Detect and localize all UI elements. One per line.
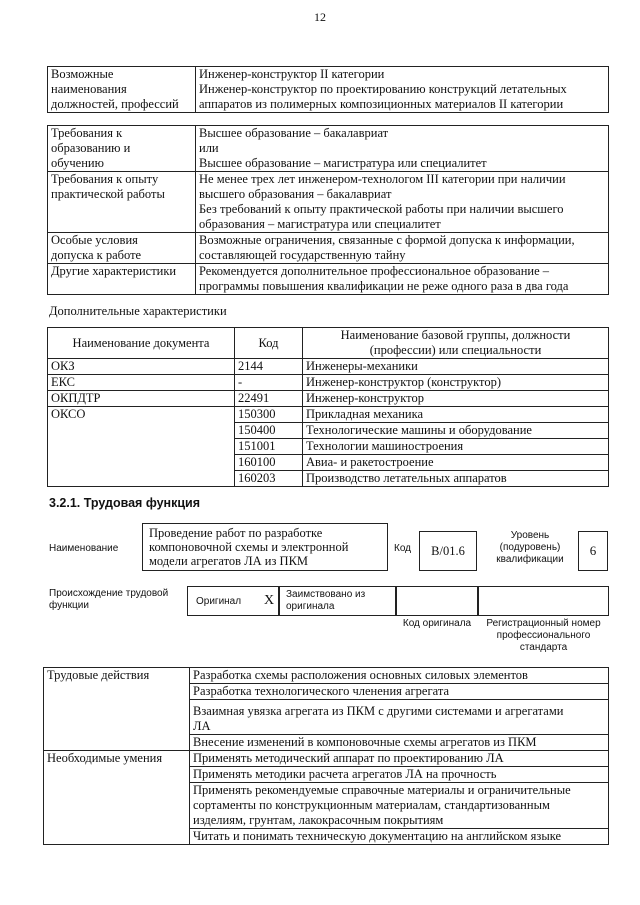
additional-title: Дополнительные характеристики (49, 304, 227, 318)
header-code: Код (235, 328, 303, 359)
additional-table (47, 327, 609, 487)
table-row (48, 391, 609, 407)
label-line: должностей, профессий (51, 97, 179, 111)
cell-code: 160203 (235, 471, 303, 487)
action-item (190, 700, 609, 735)
value-line: Инженер-конструктор по проектированию конструкций летательных (199, 82, 567, 96)
table-header-row (48, 328, 609, 359)
actions-label: Трудовые действия (44, 668, 190, 751)
row-label (48, 67, 196, 113)
level-value-box: 6 (578, 531, 608, 571)
row-value (196, 126, 609, 172)
header-doc: Наименование документа (48, 328, 235, 359)
reg-line: стандарта (519, 642, 568, 653)
skill-item (190, 767, 609, 783)
cell-name: Технологии машиностроения (303, 439, 609, 455)
value-line: образования – магистратура или специалитет (199, 217, 441, 231)
name-line: компоновочной схемы и электронной (149, 540, 349, 554)
table-row (44, 668, 609, 684)
row-label (48, 126, 196, 172)
code-value-box: B/01.6 (419, 531, 477, 571)
header-name (303, 328, 609, 359)
function-name-box (142, 523, 388, 571)
item-line: Взаимная увязка агрегата из ПКМ с другими системами и агрегатами (193, 704, 564, 718)
item-line: Разработка схемы расположения основных силовых элементов (193, 668, 528, 682)
original-mark: X (264, 593, 275, 608)
table-row (44, 751, 609, 767)
item-line: Применять методики расчета агрегатов ЛА на прочность (193, 767, 497, 781)
cell-name: Прикладная механика (303, 407, 609, 423)
item-line: Применять методический аппарат по проектированию ЛА (193, 751, 504, 765)
borrowed-line: Заимствовано из (286, 589, 366, 600)
table-row (48, 126, 609, 172)
header-line: Наименование базовой группы, должности (340, 328, 571, 342)
cell-code: 151001 (235, 439, 303, 455)
label-line: Другие характеристики (51, 264, 177, 278)
level-line: квалификации (496, 554, 564, 565)
item-line: Читать и понимать техническую документацию на английском языке (193, 829, 562, 843)
table-row (48, 233, 609, 264)
skills-label: Необходимые умения (44, 751, 190, 845)
value-line: программы повышения квалификации не реже одного раза в два года (199, 279, 569, 293)
cell-code: - (235, 375, 303, 391)
actions-skills-table (43, 667, 609, 845)
level-line: (подуровень) (499, 542, 561, 553)
name-line: модели агрегатов ЛА из ПКМ (149, 554, 309, 568)
value-line: Рекомендуется дополнительное профессиональное образование – (199, 264, 550, 278)
value-line: или (199, 141, 219, 155)
label-line: Требования к (51, 126, 123, 140)
row-value (196, 67, 609, 113)
cell-name: Инженер-конструктор (конструктор) (303, 375, 609, 391)
item-line: Разработка технологического членения агрегата (193, 684, 449, 698)
row-value (196, 264, 609, 295)
borrowed-cell (279, 586, 396, 616)
level-line: Уровень (510, 530, 550, 541)
table-row (48, 264, 609, 295)
code-label: Код (394, 543, 412, 554)
requirements-table (47, 125, 609, 295)
skill-item (190, 751, 609, 767)
original-cell (187, 586, 279, 616)
label-line: наименования (51, 82, 127, 96)
cell-code: 160100 (235, 455, 303, 471)
skill-item (190, 829, 609, 845)
name-label: Наименование (49, 543, 119, 554)
cell-doc: ОКЗ (48, 359, 235, 375)
value-line: Инженер-конструктор II категории (199, 67, 385, 81)
header-line: (профессии) или специальности (369, 343, 542, 357)
borrowed-line: оригинала (286, 601, 335, 612)
cell-doc: ОКСО (48, 407, 235, 487)
page-number: 12 (314, 10, 326, 24)
value-line: аппаратов из полимерных композиционных материалов II категории (199, 97, 564, 111)
origin-label (49, 588, 168, 612)
level-label (486, 530, 574, 566)
label-line: Особые условия (51, 233, 138, 247)
origin-line: функции (49, 600, 89, 611)
item-line: Внесение изменений в компоновочные схемы агрегатов из ПКМ (193, 735, 537, 749)
value-line: Возможные ограничения, связанные с формой допуска к информации, (199, 233, 575, 247)
cell-name: Инженер-конструктор (303, 391, 609, 407)
action-item (190, 735, 609, 751)
skill-item (190, 783, 609, 829)
reg-label (478, 618, 609, 654)
cell-code: 150300 (235, 407, 303, 423)
cell-name: Производство летательных аппаратов (303, 471, 609, 487)
value-line: высшего образования – бакалавриат (199, 187, 392, 201)
row-label (48, 264, 196, 295)
label-line: допуска к работе (51, 248, 142, 262)
item-line: ЛА (193, 719, 211, 733)
code-orig-cell (396, 586, 478, 616)
cell-doc: ОКПДТР (48, 391, 235, 407)
row-value (196, 172, 609, 233)
original-label: Оригинал (196, 596, 242, 607)
code-orig-label: Код оригинала (402, 618, 472, 629)
row-label (48, 233, 196, 264)
positions-table (47, 66, 609, 113)
reg-number-cell (478, 586, 609, 616)
name-line: Проведение работ по разработке (149, 526, 323, 540)
cell-code: 2144 (235, 359, 303, 375)
cell-doc: ЕКС (48, 375, 235, 391)
table-row (48, 172, 609, 233)
value-line: Высшее образование – магистратура или специалитет (199, 156, 487, 170)
origin-line: Происхождение трудовой (49, 588, 169, 599)
action-item (190, 668, 609, 684)
table-row (48, 375, 609, 391)
cell-code: 150400 (235, 423, 303, 439)
value-line: Без требований к опыту практической работы при наличии высшего (199, 202, 564, 216)
label-line: образованию и (51, 141, 131, 155)
cell-code: 22491 (235, 391, 303, 407)
table-row (48, 67, 609, 113)
item-line: изделиям, грунтам, лакокрасочным покрытиям (193, 813, 444, 827)
row-label (48, 172, 196, 233)
label-line: практической работы (51, 187, 165, 201)
label-line: обучению (51, 156, 104, 170)
item-line: Применять рекомендуемые справочные материалы и ограничительные (193, 783, 571, 797)
section-heading: 3.2.1. Трудовая функция (49, 496, 201, 510)
item-line: сортаменты по конструкционным материалам, стандартизованным (193, 798, 550, 812)
action-item (190, 684, 609, 700)
cell-name: Технологические машины и оборудование (303, 423, 609, 439)
value-line: составляющей государственную тайну (199, 248, 406, 262)
cell-name: Инженеры-механики (303, 359, 609, 375)
value-line: Высшее образование – бакалавриат (199, 126, 389, 140)
reg-line: профессионального (496, 630, 591, 641)
label-line: Возможные (51, 67, 114, 81)
label-line: Требования к опыту (51, 172, 159, 186)
value-line: Не менее трех лет инженером-технологом III категории при наличии (199, 172, 566, 186)
cell-name: Авиа- и ракетостроение (303, 455, 609, 471)
row-value (196, 233, 609, 264)
table-row (48, 407, 609, 423)
reg-line: Регистрационный номер (486, 618, 601, 629)
table-row (48, 359, 609, 375)
